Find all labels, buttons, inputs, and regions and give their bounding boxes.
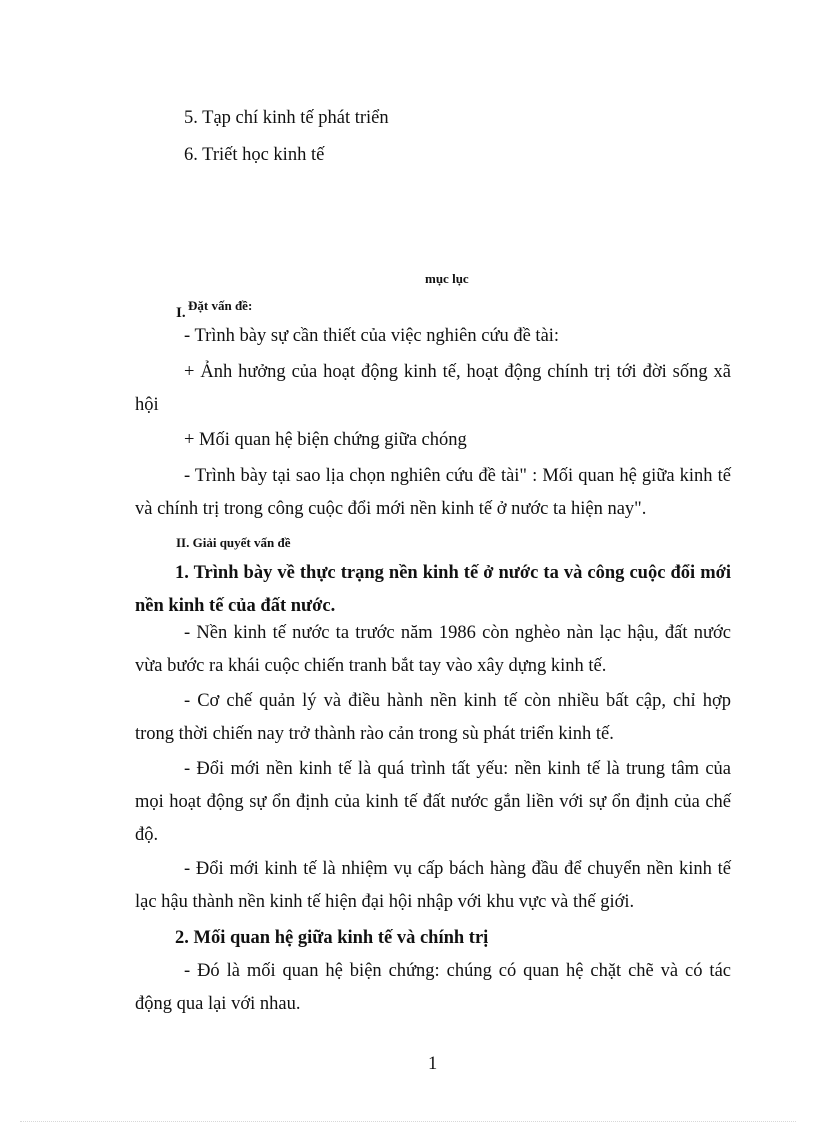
page-divider — [20, 1121, 796, 1122]
subsection-title: 2. Mối quan hệ giữa kinh tế và chính trị — [175, 928, 489, 948]
reference-item: 6. Triết học kinh tế — [184, 145, 325, 165]
paragraph: - Trình bày tại sao lịa chọn nghiên cứu đề tài" : Mối quan hệ giữa kinh tế và chính trị trong công cuộc đổi mới nền kinh tế ở nước ta hiện nay". — [135, 466, 731, 519]
paragraph: + Ảnh hưởng của hoạt động kinh tế, hoạt động chính trị tới đời sống xã hội — [135, 362, 731, 415]
section-heading: II. Giải quyết vấn đề — [176, 535, 291, 550]
paragraph: - Trình bày sự cần thiết của việc nghiên cứu đề tài: — [184, 326, 560, 346]
paragraph: - Nền kinh tế nước ta trước năm 1986 còn nghèo nàn lạc hậu, đất nước vừa bước ra khái cuộc chiến tranh bắt tay vào xây dựng kinh tế. — [135, 623, 731, 676]
paragraph: + Mối quan hệ biện chứng giữa chóng — [184, 430, 467, 450]
page-number: 1 — [428, 1054, 438, 1074]
section-numeral: I. — [176, 305, 186, 321]
paragraph: - Đó là mối quan hệ biện chứng: chúng có quan hệ chặt chẽ và có tác động qua lại với nhau. — [135, 961, 731, 1014]
paragraph: - Đổi mới kinh tế là nhiệm vụ cấp bách hàng đầu để chuyển nền kinh tế lạc hậu thành nền kinh tế hiện đại hội nhập với khu vực và thế giới. — [135, 859, 731, 912]
subsection-title: 1. Trình bày về thực trạng nền kinh tế ở nước ta và công cuộc đổi mới nền kinh tế của đất nước. — [135, 563, 731, 616]
paragraph: - Đổi mới nền kinh tế là quá trình tất yếu: nền kinh tế là trung tâm của mọi hoạt động sự ổn định của kinh tế đất nước gắn liền với sự ổn định của chế độ. — [135, 759, 731, 845]
section-heading: Đặt vấn đề: — [188, 298, 253, 313]
toc-title: mục lục — [425, 271, 469, 286]
reference-item: 5. Tạp chí kinh tế phát triển — [184, 108, 389, 128]
paragraph: - Cơ chế quản lý và điều hành nền kinh tế còn nhiều bất cập, chỉ hợp trong thời chiến nay trở thành rào cản trong sù phát triển kinh tế. — [135, 691, 731, 744]
